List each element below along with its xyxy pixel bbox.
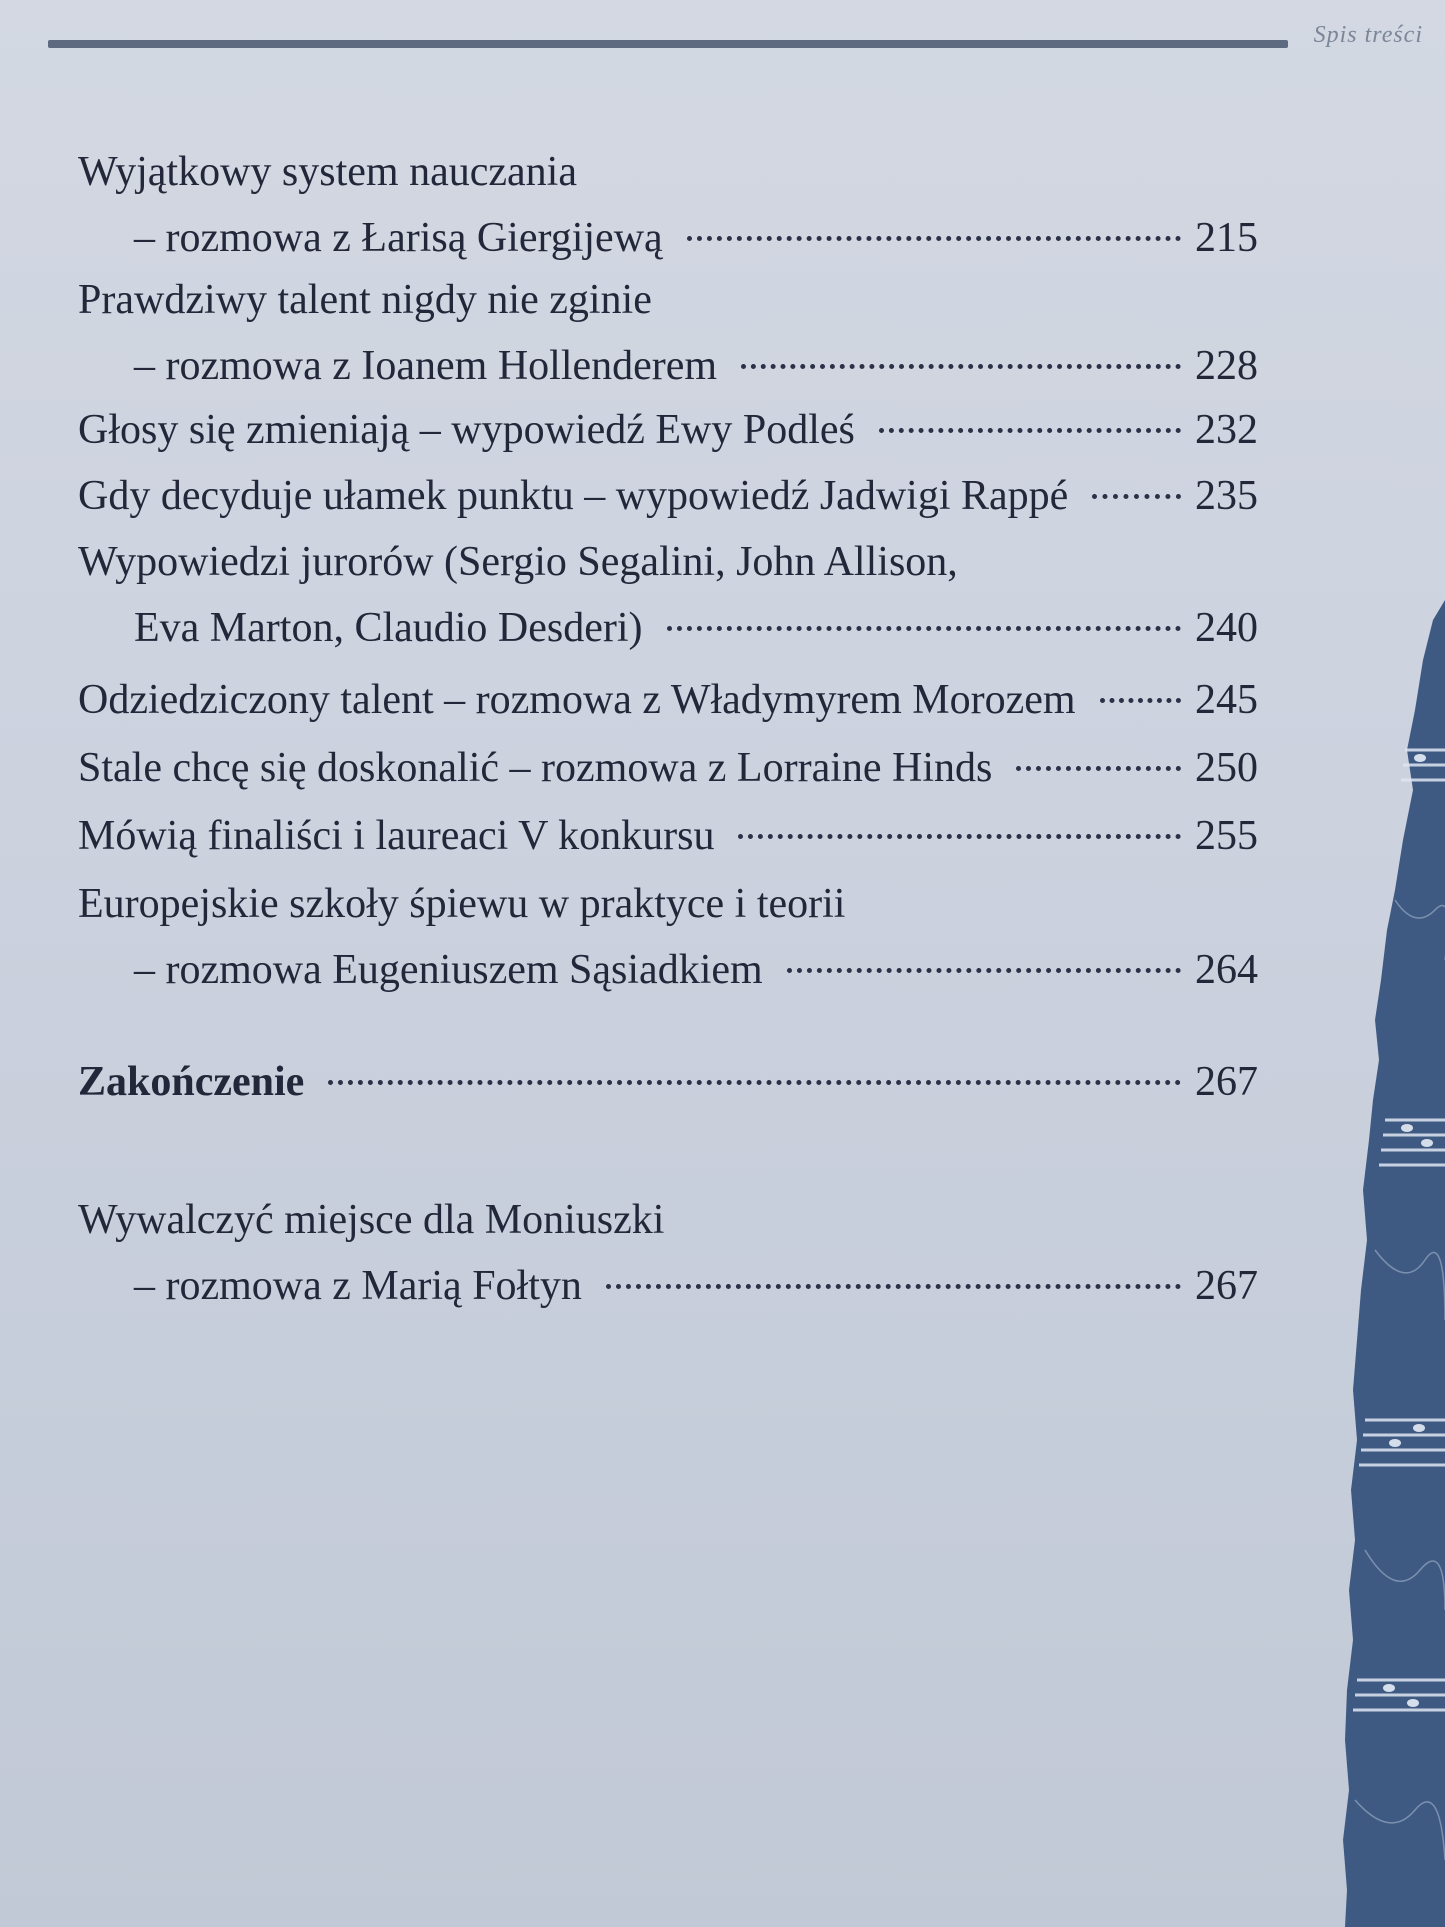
toc-page-number: 240: [1195, 605, 1258, 651]
toc-page-number: 267: [1195, 1263, 1258, 1309]
toc-entry-subtitle: – rozmowa Eugeniuszem Sąsiadkiem: [134, 947, 763, 993]
dot-leader: [667, 584, 1181, 631]
toc-entry: [78, 268, 1258, 398]
toc-entry: [78, 734, 1258, 800]
toc-entry-title: Mówią finaliści i laureaci V konkursu: [78, 813, 715, 859]
toc-section-entry: [78, 1048, 1258, 1114]
dot-leader: [738, 792, 1181, 839]
toc-entry-subtitle: – rozmowa z Ioanem Hollenderem: [134, 343, 718, 389]
toc-entry-title: Wypowiedzi jurorów (Sergio Segalini, John Allison,: [78, 539, 958, 585]
dot-leader: [741, 322, 1181, 369]
toc-entry-title: Stale chcę się doskonalić – rozmowa z Lorraine Hinds: [78, 745, 993, 791]
toc-entry: [78, 140, 1258, 270]
toc-entry-subtitle: – rozmowa z Marią Fołtyn: [134, 1263, 582, 1309]
toc-page-number: 264: [1195, 947, 1258, 993]
toc-entry: [78, 530, 1258, 660]
toc-section-title: Zakończenie: [78, 1059, 305, 1105]
toc-entry-subtitle: – rozmowa z Łarisą Giergijewą: [134, 215, 663, 261]
toc-page-number: 255: [1195, 813, 1258, 859]
toc-entry: [78, 872, 1258, 1002]
toc-entry-subtitle: Eva Marton, Claudio Desderi): [134, 605, 643, 651]
toc-entry-title: Wyjątkowy system nauczania: [78, 149, 577, 195]
dot-leader: [328, 1038, 1181, 1085]
toc-entry: [78, 802, 1258, 868]
toc-page-number: 235: [1195, 473, 1258, 519]
running-head: Spis treści: [1313, 22, 1423, 48]
toc-entry: [78, 462, 1258, 528]
toc-page-number: 245: [1195, 677, 1258, 723]
toc-entry-title: Głosy się zmieniają – wypowiedź Ewy Podleś: [78, 407, 855, 453]
toc-entry: [78, 396, 1258, 462]
dot-leader: [787, 926, 1181, 973]
dot-leader: [687, 194, 1181, 241]
toc-page-number: 267: [1195, 1059, 1258, 1105]
toc-entry-title: Prawdziwy talent nigdy nie zginie: [78, 277, 652, 323]
dot-leader: [1100, 656, 1181, 703]
dot-leader: [1016, 724, 1181, 771]
toc-entry-title: Gdy decyduje ułamek punktu – wypowiedź Jadwigi Rappé: [78, 473, 1069, 519]
decorative-sheet-music-art: [1295, 600, 1445, 1927]
toc-entry-title: Europejskie szkoły śpiewu w praktyce i teorii: [78, 881, 846, 927]
toc-page-number: 232: [1195, 407, 1258, 453]
dot-leader: [606, 1242, 1181, 1289]
dot-leader: [1092, 452, 1181, 499]
header-rule: [48, 40, 1288, 48]
toc-page-number: 228: [1195, 343, 1258, 389]
toc-entry-title: Wywalczyć miejsce dla Moniuszki: [78, 1197, 665, 1243]
toc-entry-title: Odziedziczony talent – rozmowa z Władymyrem Morozem: [78, 677, 1076, 723]
toc-entry: [78, 666, 1258, 732]
toc-page-number: 250: [1195, 745, 1258, 791]
toc-page-number: 215: [1195, 215, 1258, 261]
dot-leader: [879, 386, 1181, 433]
toc-entry: [78, 1188, 1258, 1318]
